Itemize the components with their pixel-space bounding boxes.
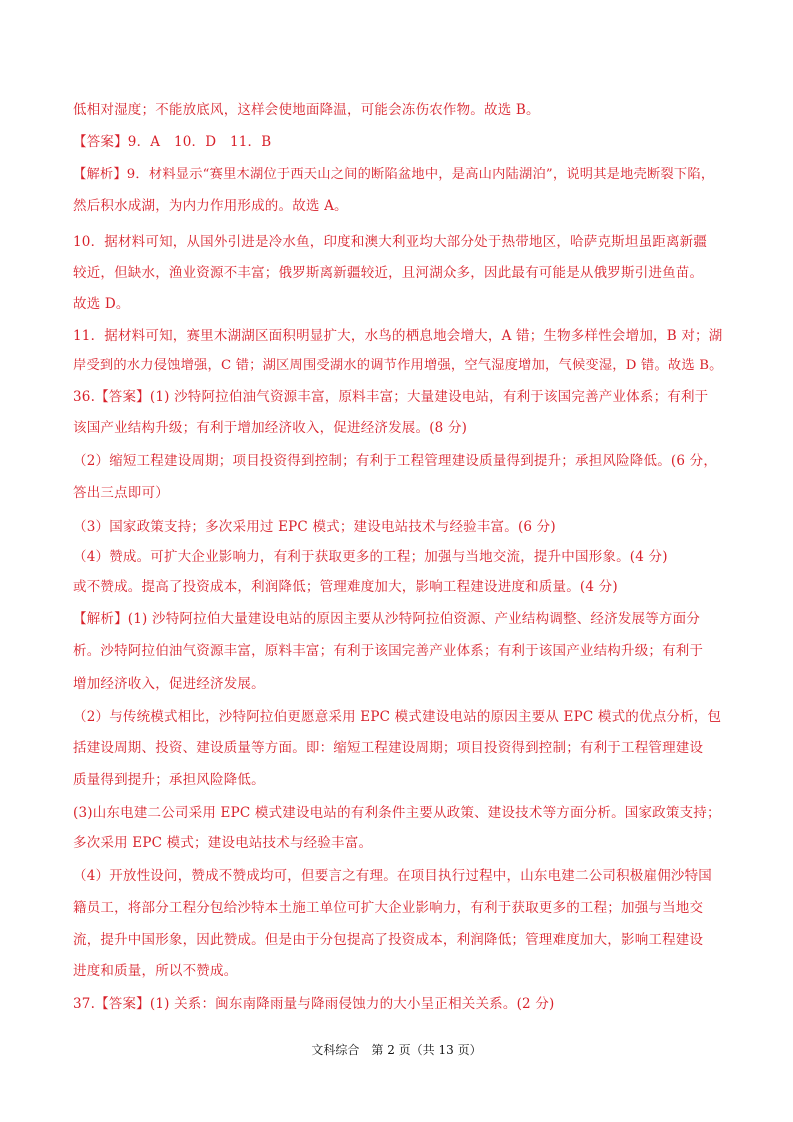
text-line: 36.【答案】(1) 沙特阿拉伯油气资源丰富，原料丰富；大量建设电站，有利于该国完善产业体系；有利于 — [73, 389, 709, 405]
text-line: 该国产业结构升级；有利于增加经济收入，促进经济发展。(8 分) — [73, 420, 468, 436]
text-line: 质量得到提升；承担风险降低。 — [73, 772, 265, 788]
text-line: 【解析】(1) 沙特阿拉伯大量建设电站的原因主要从沙特阿拉伯资源、产业结构调整、经济发展等方面分 — [73, 611, 701, 627]
text-line: 低相对湿度；不能放底风，这样会使地面降温，可能会冻伤农作物。故选 B。 — [73, 102, 540, 118]
text-line: 进度和质量，所以不赞成。 — [73, 963, 238, 979]
text-line: 然后积水成湖，为内力作用形成的。故选 A。 — [73, 198, 348, 214]
text-line: 37.【答案】(1) 关系：闽东南降雨量与降雨侵蚀力的大小呈正相关关系。(2 分) — [73, 996, 555, 1012]
text-line: 较近，但缺水，渔业资源不丰富；俄罗斯离新疆较近，且河湖众多，因此最有可能是从俄罗斯引进鱼苗。 — [73, 265, 704, 281]
text-line: 多次采用 EPC 模式；建设电站技术与经验丰富。 — [73, 835, 373, 851]
text-line: 或不赞成。提高了投资成本，利润降低；管理难度加大，影响工程建设进度和质量。(4 分) — [73, 579, 618, 595]
text-line: 10．据材料可知，从国外引进是冷水鱼，印度和澳大利亚均大部分处于热带地区，哈萨克斯坦虽距离新疆 — [73, 234, 708, 250]
text-line: 答出三点即可） — [73, 485, 169, 501]
text-line: （3）国家政策支持；多次采用过 EPC 模式；建设电站技术与经验丰富。(6 分) — [73, 519, 556, 535]
text-line: 流，提升中国形象，因此赞成。但是由于分包提高了投资成本，利润降低；管理难度加大，影响工程建设 — [73, 932, 704, 948]
text-line: 括建设周期、投资、建设质量等方面。即：缩短工程建设周期；项目投资得到控制；有利于工程管理建设 — [73, 740, 704, 756]
text-line: 【解析】9．材料显示“赛里木湖位于西天山之间的断陷盆地中，是高山内陆湖泊”，说明其是地壳断裂下陷， — [73, 167, 715, 182]
text-line: 故选 D。 — [73, 296, 130, 312]
text-line: 析。沙特阿拉伯油气资源丰富，原料丰富；有利于该国完善产业体系；有利于该国产业结构升级；有利于 — [73, 643, 704, 659]
text-line: (3)山东电建二公司采用 EPC 模式建设电站的有利条件主要从政策、建设技术等方面分析。国家政策支持； — [73, 805, 721, 821]
text-line: （4）开放性设问，赞成不赞成均可，但要言之有理。在项目执行过程中，山东电建二公司积极雇佣沙特国 — [73, 868, 712, 884]
text-line: 增加经济收入，促进经济发展。 — [73, 676, 265, 692]
text-line: （2）与传统模式相比，沙特阿拉伯更愿意采用 EPC 模式建设电站的原因主要从 EPC 模式的优点分析，包 — [73, 709, 722, 725]
text-line: （4）赞成。可扩大企业影响力，有利于获取更多的工程；加强与当地交流，提升中国形象。(4 分) — [73, 549, 668, 565]
text-line: 籍员工，将部分工程分包给沙特本土施工单位可扩大企业影响力，有利于获取更多的工程；加强与当地交 — [73, 900, 704, 916]
text-line: 【答案】9．A 10．D 11．B — [73, 134, 272, 150]
text-line: 11．据材料可知，赛里木湖湖区面积明显扩大，水鸟的栖息地会增大，A 错；生物多样性会增加，B 对；湖 — [73, 328, 723, 344]
text-line: 岸受到的水力侵蚀增强，C 错；湖区周围受湖水的调节作用增强，空气湿度增加，气候变湿，D 错。故选 B。 — [73, 358, 723, 373]
page-footer: 文科综合 第 2 页（共 13 页） — [311, 1043, 482, 1057]
text-line: （2）缩短工程建设周期；项目投资得到控制；有利于工程管理建设质量得到提升；承担风险降低。(6 分， — [73, 453, 718, 469]
